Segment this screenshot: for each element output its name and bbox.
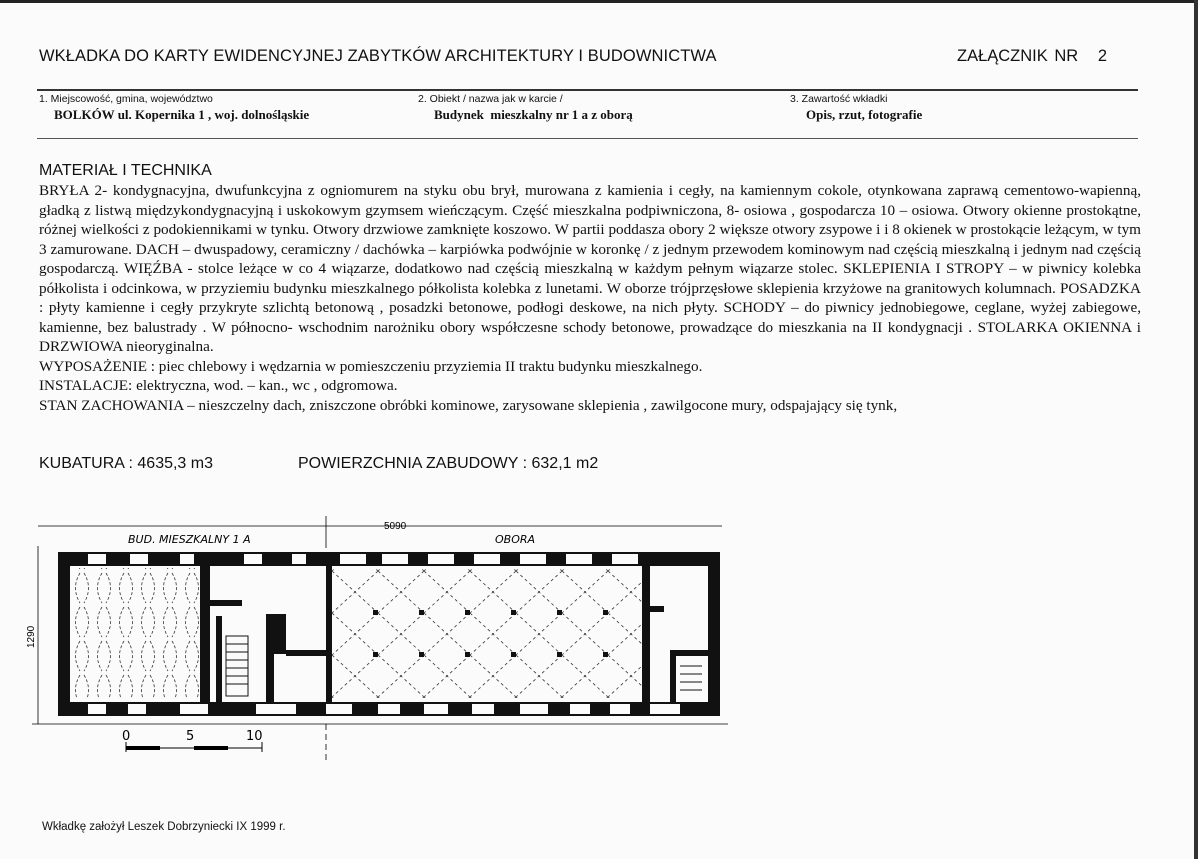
scan-edge-right	[1194, 0, 1198, 859]
header-rule	[37, 89, 1138, 91]
residential-vaulted-rooms	[60, 568, 200, 698]
description-body	[39, 181, 1141, 415]
plan-label-barn: OBORA	[495, 533, 536, 546]
plan-dimension-top: 5090	[384, 521, 407, 532]
paragraph-equipment: WYPOSAŻENIE : piec chlebowy i wędzarnia w pomieszczeniu przyziemia II traktu budynku mieszkalnego.	[39, 357, 703, 375]
paragraph-structure: BRYŁA 2- kondygnacyjna, dwufunkcyjna z ogniomurem na styku obu brył, murowana z kamienia i cegły, na kamiennym cokole, otynkowana zaprawą cementowo-wapienną, gładką z listwą międzykondygnacyjną i uskokowym gzymsem wieńczącym. Część mieszkalna podpiwniczona, 8- osiowa , gospodarcza 10 – osiowa. Otwory okienne prostokątne, różnej wielkości z podokiennikami w tynku. Otwory drzwiowe zamknięte koszowo. W partii poddasza obory 2 większe otwory zsypowe i i 8 okienek w prostokącie leżącym, w tym 3 zamurowane. DACH – dwuspadowy, ceramiczny / dachówka – karpiówka podwójnie w koronkę / z jednym przewodem kominowym nad częścią mieszkalną i jednym nad częścią gospodarczą. WIĘŹBA - stolce leżące w co 4 wiązarze, dodatkowo nad częścią mieszkalną w każdym pełnym wiązarze stolec. SKLEPIENIA I STROPY – w piwnicy kolebka półkolista i odcinkowa, w przyziemiu budynku mieszkalnego półkolista kolebka z lunetami. W oborze trójprzęsłowe sklepienia krzyżowe na granitowych kolumnach. POSADZKA : płyty kamienne i cegły przykryte szlichtą betonową , posadzki betonowe, podłogi deskowe, na nich płyty. SCHODY – do piwnicy jednobiegowe, ceglane, wyżej zabiegowe, kamienne, bez balustrady . W północno- wschodnim narożniku obory współczesne schody betonowe, prowadzące do mieszkania na II kondygnacji . STOLARKA OKIENNA i DRZWIOWA nieoryginalna.	[39, 182, 1141, 355]
fields-rule	[37, 138, 1138, 139]
paragraph-installations: INSTALACJE: elektryczna, wod. – kan., wc , odgromowa.	[39, 377, 398, 394]
field-value-object: Budynek mieszkalny nr 1 a z oborą	[434, 107, 633, 122]
attachment-number: ZAŁĄCZNIK NR 2	[957, 47, 1108, 65]
field-label-object: 2. Obiekt / nazwa jak w karcie /	[418, 93, 563, 105]
field-value-location: BOLKÓW ul. Kopernika 1 , woj. dolnośląskie	[54, 107, 310, 122]
scale-label-5: 5	[186, 729, 195, 744]
plan-dimension-left: 1290	[26, 625, 37, 648]
field-value-contents: Opis, rzut, fotografie	[806, 107, 923, 122]
document-title: WKŁADKA DO KARTY EWIDENCYJNEJ ZABYTKÓW ARCHITEKTURY I BUDOWNICTWA	[39, 47, 717, 65]
paragraph-condition: STAN ZACHOWANIA – nieszczelny dach, zniszczone obróbki kominowe, zarysowane sklepienia , zawilgocone mury, odspajający się tynk,	[39, 396, 898, 414]
footer-note: Wkładkę założył Leszek Dobrzyniecki IX 1999 r.	[42, 821, 286, 833]
scale-label-10: 10	[246, 729, 263, 744]
field-label-contents: 3. Zawartość wkładki	[790, 93, 888, 105]
plan-label-house: BUD. MIESZKALNY 1 A	[128, 533, 251, 546]
scale-label-0: 0	[122, 729, 131, 744]
floor-plan	[26, 496, 742, 776]
scan-edge-top	[0, 0, 1198, 3]
section-title: MATERIAŁ I TECHNIKA	[39, 162, 212, 179]
cubature: KUBATURA : 4635,3 m3	[39, 455, 213, 472]
built-area: POWIERZCHNIA ZABUDOWY : 632,1 m2	[298, 455, 599, 472]
field-label-location: 1. Miejscowość, gmina, województwo	[39, 93, 213, 105]
barn-cross-vaults	[332, 568, 644, 698]
